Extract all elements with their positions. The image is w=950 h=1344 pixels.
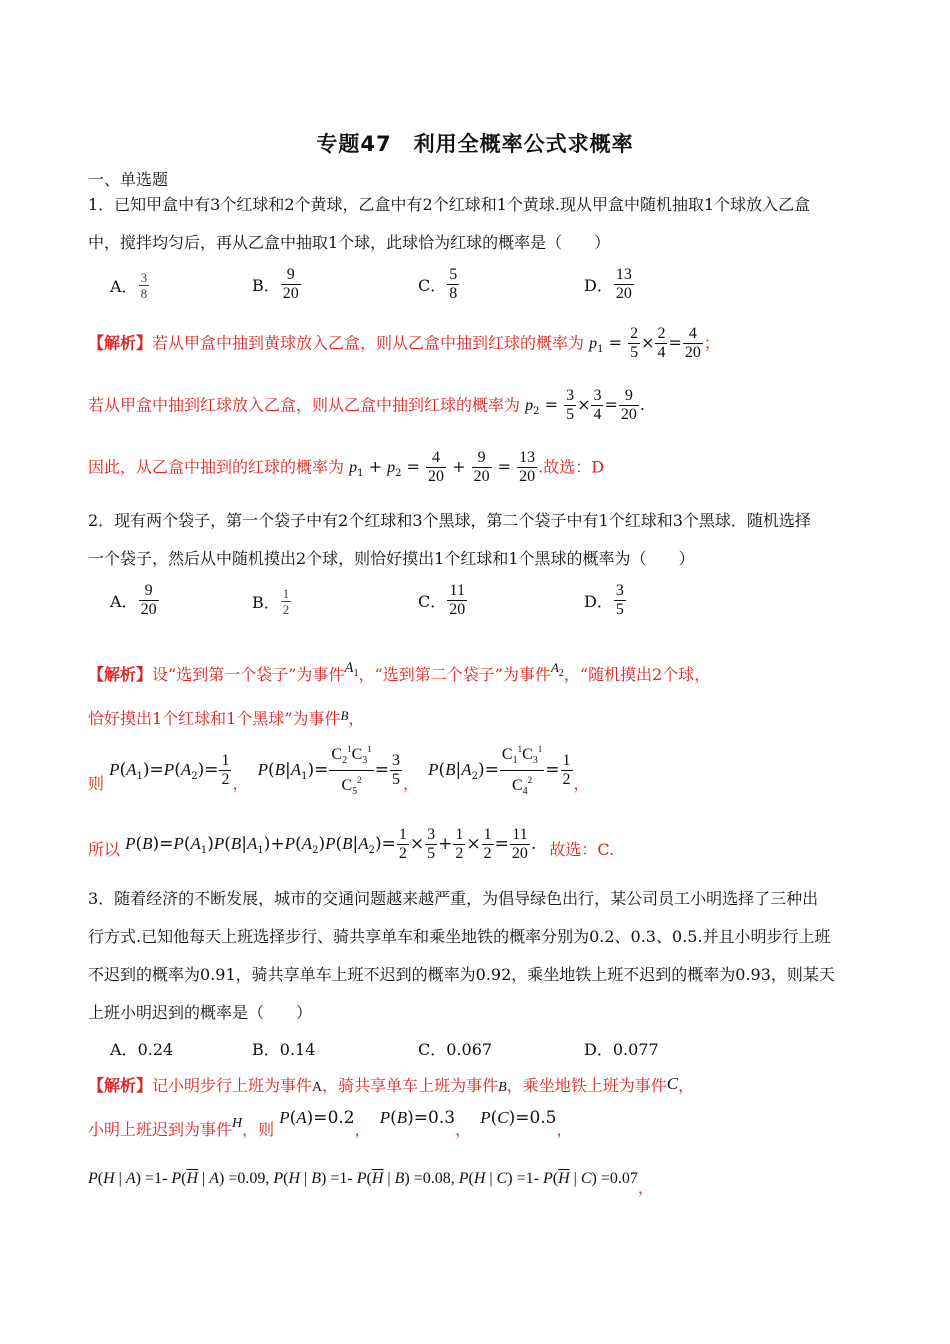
q1-solution-line3: 因此，从乙盒中抽到的红球的概率为 $p_1 + p_2$ = $\frac{4}{20}$ + $\frac{9}{20}$ = $\frac{13}{20}$ .故选：D <box>88 449 605 485</box>
q2-stem-line2: 一个袋子，然后从中随机摸出2个球，则恰好摸出1个红球和1个黑球的概率为（ ） <box>88 549 695 568</box>
q1-option-c: C． $\frac{5}{8}$ <box>418 266 458 302</box>
q2-solution-line2: 恰好摸出1个红球和1个黑球”为事件$^B$， <box>88 708 365 728</box>
q3-stem-line4: 上班小明迟到的概率是（ ） <box>88 1003 313 1022</box>
q3-stem-line2: 行方式.已知他每天上班选择步行、骑共享单车和乘坐地铁的概率分别为0.2、0.3、0.5.并且小明步行上班 <box>88 927 831 946</box>
q1-stem-line1: 1．已知甲盒中有3个红球和2个黄球，乙盒中有2个红球和1个黄球.现从甲盒中随机抽取1个球放入乙盒 <box>88 195 811 214</box>
q3-stem-line3: 不迟到的概率为0.91，骑共享单车上班不迟到的概率为0.92，乘坐地铁上班不迟到的概率为0.93，则某天 <box>88 965 835 984</box>
q2-option-b: B． $\frac{1}{2}$ <box>252 586 290 617</box>
q3-option-a: A．0.24 <box>110 1040 174 1059</box>
q2-option-a: A． $\frac{9}{20}$ <box>110 582 157 618</box>
q3-solution-line2: 小明上班迟到为事件H，则 P(A)=0.2， P(B)=0.3， P(C)=0.5， <box>88 1108 573 1139</box>
q2-stem-line1: 2．现有两个袋子，第一个袋子中有2个红球和3个黑球，第二个袋子中有1个红球和3个黑球．随机选择 <box>88 511 811 530</box>
q2-solution-line1: 【解析】设“选到第一个袋子”为事件$A_1$，“选到第二个袋子”为事件$^{A_2}$，“随机摸出2个球， <box>88 660 711 684</box>
q1-option-d: D． $\frac{13}{20}$ <box>584 266 632 302</box>
q3-option-b: B．0.14 <box>252 1040 316 1059</box>
q2-option-c: C． $\frac{11}{20}$ <box>418 582 466 618</box>
q1-solution-line2: 若从甲盒中抽到红球放入乙盒，则从乙盒中抽到红球的概率为 $p_2$ = $\frac{3}{5}$ × $\frac{3}{4}$ = $\frac{9}{20}$ . <box>88 387 645 423</box>
q2-solution-line4: 所以 $P(B)=P(A_1)P(B|A_1)+P(A_2)P(B|A_2)=$ $\frac{1}{2}$ × $\frac{3}{5}$ + $\frac{1}{2}$ × $\frac{1}{2}$ = $\frac{11}{20}$ . 故选：C. <box>88 826 615 862</box>
section-heading: 一、单选题 <box>88 170 169 189</box>
q2-option-d: D． $\frac{3}{5}$ <box>584 582 624 618</box>
q3-solution-line3: P(H | A) =1- $P(\overline{H}$ | A) =0.09, P(H | B) =1- $P(\overline{H}$ | B) =0.08, P(H | C) =1- $P(\overline{H}$ | C) =0.07， <box>88 1170 654 1197</box>
q1-option-a: A． $\frac{3}{8}$ <box>110 270 148 301</box>
q3-solution-line1: 【解析】记小明步行上班为事件A，骑共享单车上班为事件B，乘坐地铁上班为事件C， <box>88 1074 695 1095</box>
q3-option-c: C．0.067 <box>418 1040 493 1059</box>
q3-option-d: D．0.077 <box>584 1040 659 1059</box>
q3-stem-line1: 3．随着经济的不断发展，城市的交通问题越来越严重，为倡导绿色出行，某公司员工小明选择了三种出 <box>88 889 819 908</box>
q1-option-b: B． $\frac{9}{20}$ <box>252 266 299 302</box>
q1-solution-line1: 【解析】若从甲盒中抽到黄球放入乙盒，则从乙盒中抽到红球的概率为 $p_1$ = $\frac{2}{5}$ × $\frac{2}{4}$ = $\frac{4}{20}$ ； <box>88 325 720 361</box>
q1-stem-line2: 中，搅拌均匀后，再从乙盒中抽取1个球，此球恰为红球的概率是（ ） <box>88 233 611 252</box>
q2-solution-line3: 则 $P(A_1)=P(A_2)=$ $\frac{1}{2}$ ， $P(B|A_1)=$ $\frac{C_2^1C_3^1}{C_5^2}$ = $\frac{3}{5}$ ， $P(B|A_2)=$ $\frac{C_1^1C_3^1}{C_4^2}$ = $\frac{1}{2}$ ， <box>88 740 590 801</box>
page-title: 专题47 利用全概率公式求概率 <box>316 132 634 156</box>
